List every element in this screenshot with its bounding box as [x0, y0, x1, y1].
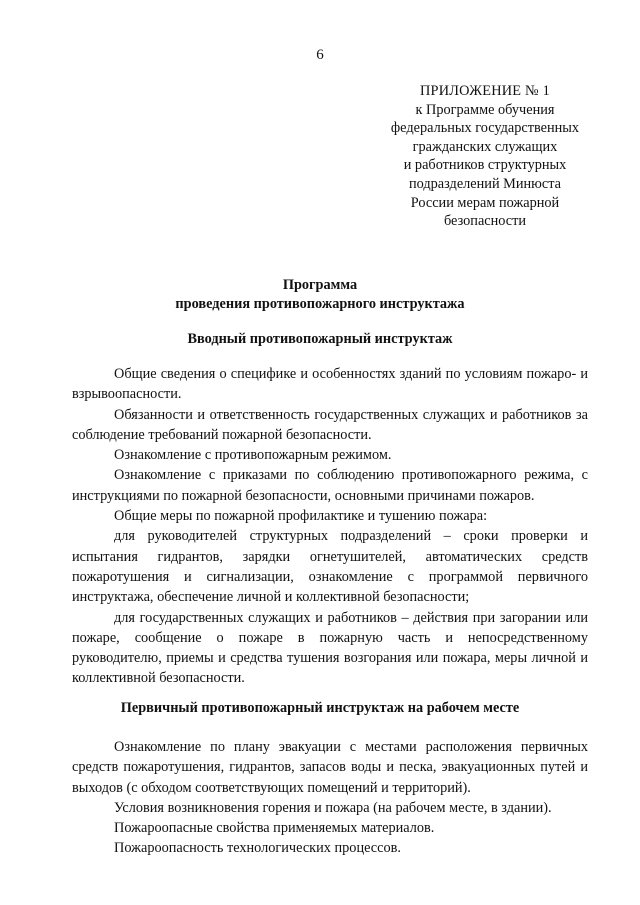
- paragraph: для руководителей структурных подразделений – сроки проверки и испытания гидрантов, зарядки огнетушителей, автоматических средств пожаротушения и сигнализации, ознакомление с программой первичного инструктажа, обеспечение личной и коллективной безопасности;: [72, 528, 588, 606]
- paragraph: Пожароопасные свойства применяемых материалов.: [114, 820, 435, 837]
- intro-section-heading: Вводный противопожарный инструктаж: [187, 331, 453, 347]
- appendix-line: безопасности: [443, 213, 527, 230]
- paragraph: Общие сведения о специфике и особенностях зданий по условиям пожаро- и взрывоопасности.: [72, 366, 588, 403]
- paragraph: Обязанности и ответственность государственных служащих и работников за соблюдение требований пожарной безопасности.: [72, 406, 588, 443]
- program-subtitle: проведения противопожарного инструктажа: [175, 295, 465, 312]
- appendix-line: федеральных государственных: [390, 120, 580, 137]
- page-number: 6: [316, 47, 324, 63]
- paragraph: для государственных служащих и работников – действия при загорании или пожаре, сообщение о пожаре в пожарную часть и непосредственному руководителю, приемы и средства тушения возгорания или пожара, меры личной и коллективной безопасности.: [72, 609, 588, 687]
- paragraph: Ознакомление по плану эвакуации с местами расположения первичных средств пожаротушения, гидрантов, запасов воды и песка, эвакуационных путей и выходов (с обходом соответствующих помещений и территорий).: [72, 739, 588, 796]
- paragraph: Ознакомление с приказами по соблюдению противопожарного режима, с инструкциями по пожарной безопасности, основными причинами пожаров.: [72, 467, 588, 504]
- appendix-block: [380, 82, 590, 231]
- program-title-block: [0, 276, 640, 313]
- appendix-line: и работников структурных: [403, 157, 567, 174]
- primary-section-body: [72, 737, 588, 859]
- paragraph: Общие меры по пожарной профилактике и тушению пожара:: [114, 508, 488, 525]
- appendix-line: России мерам пожарной: [410, 194, 560, 211]
- appendix-line: к Программе обучения: [415, 101, 555, 118]
- primary-section-heading: Первичный противопожарный инструктаж на рабочем месте: [120, 700, 520, 716]
- appendix-line: подразделений Минюста: [409, 175, 561, 192]
- intro-section-body: [72, 364, 588, 689]
- paragraph: Пожароопасность технологических процессов.: [114, 840, 401, 857]
- appendix-line: гражданских служащих: [412, 138, 558, 155]
- appendix-title: ПРИЛОЖЕНИЕ № 1: [420, 83, 550, 99]
- paragraph: Условия возникновения горения и пожара (на рабочем месте, в здании).: [114, 799, 552, 816]
- program-title: Программа: [282, 277, 358, 293]
- paragraph: Ознакомление с противопожарным режимом.: [114, 447, 392, 464]
